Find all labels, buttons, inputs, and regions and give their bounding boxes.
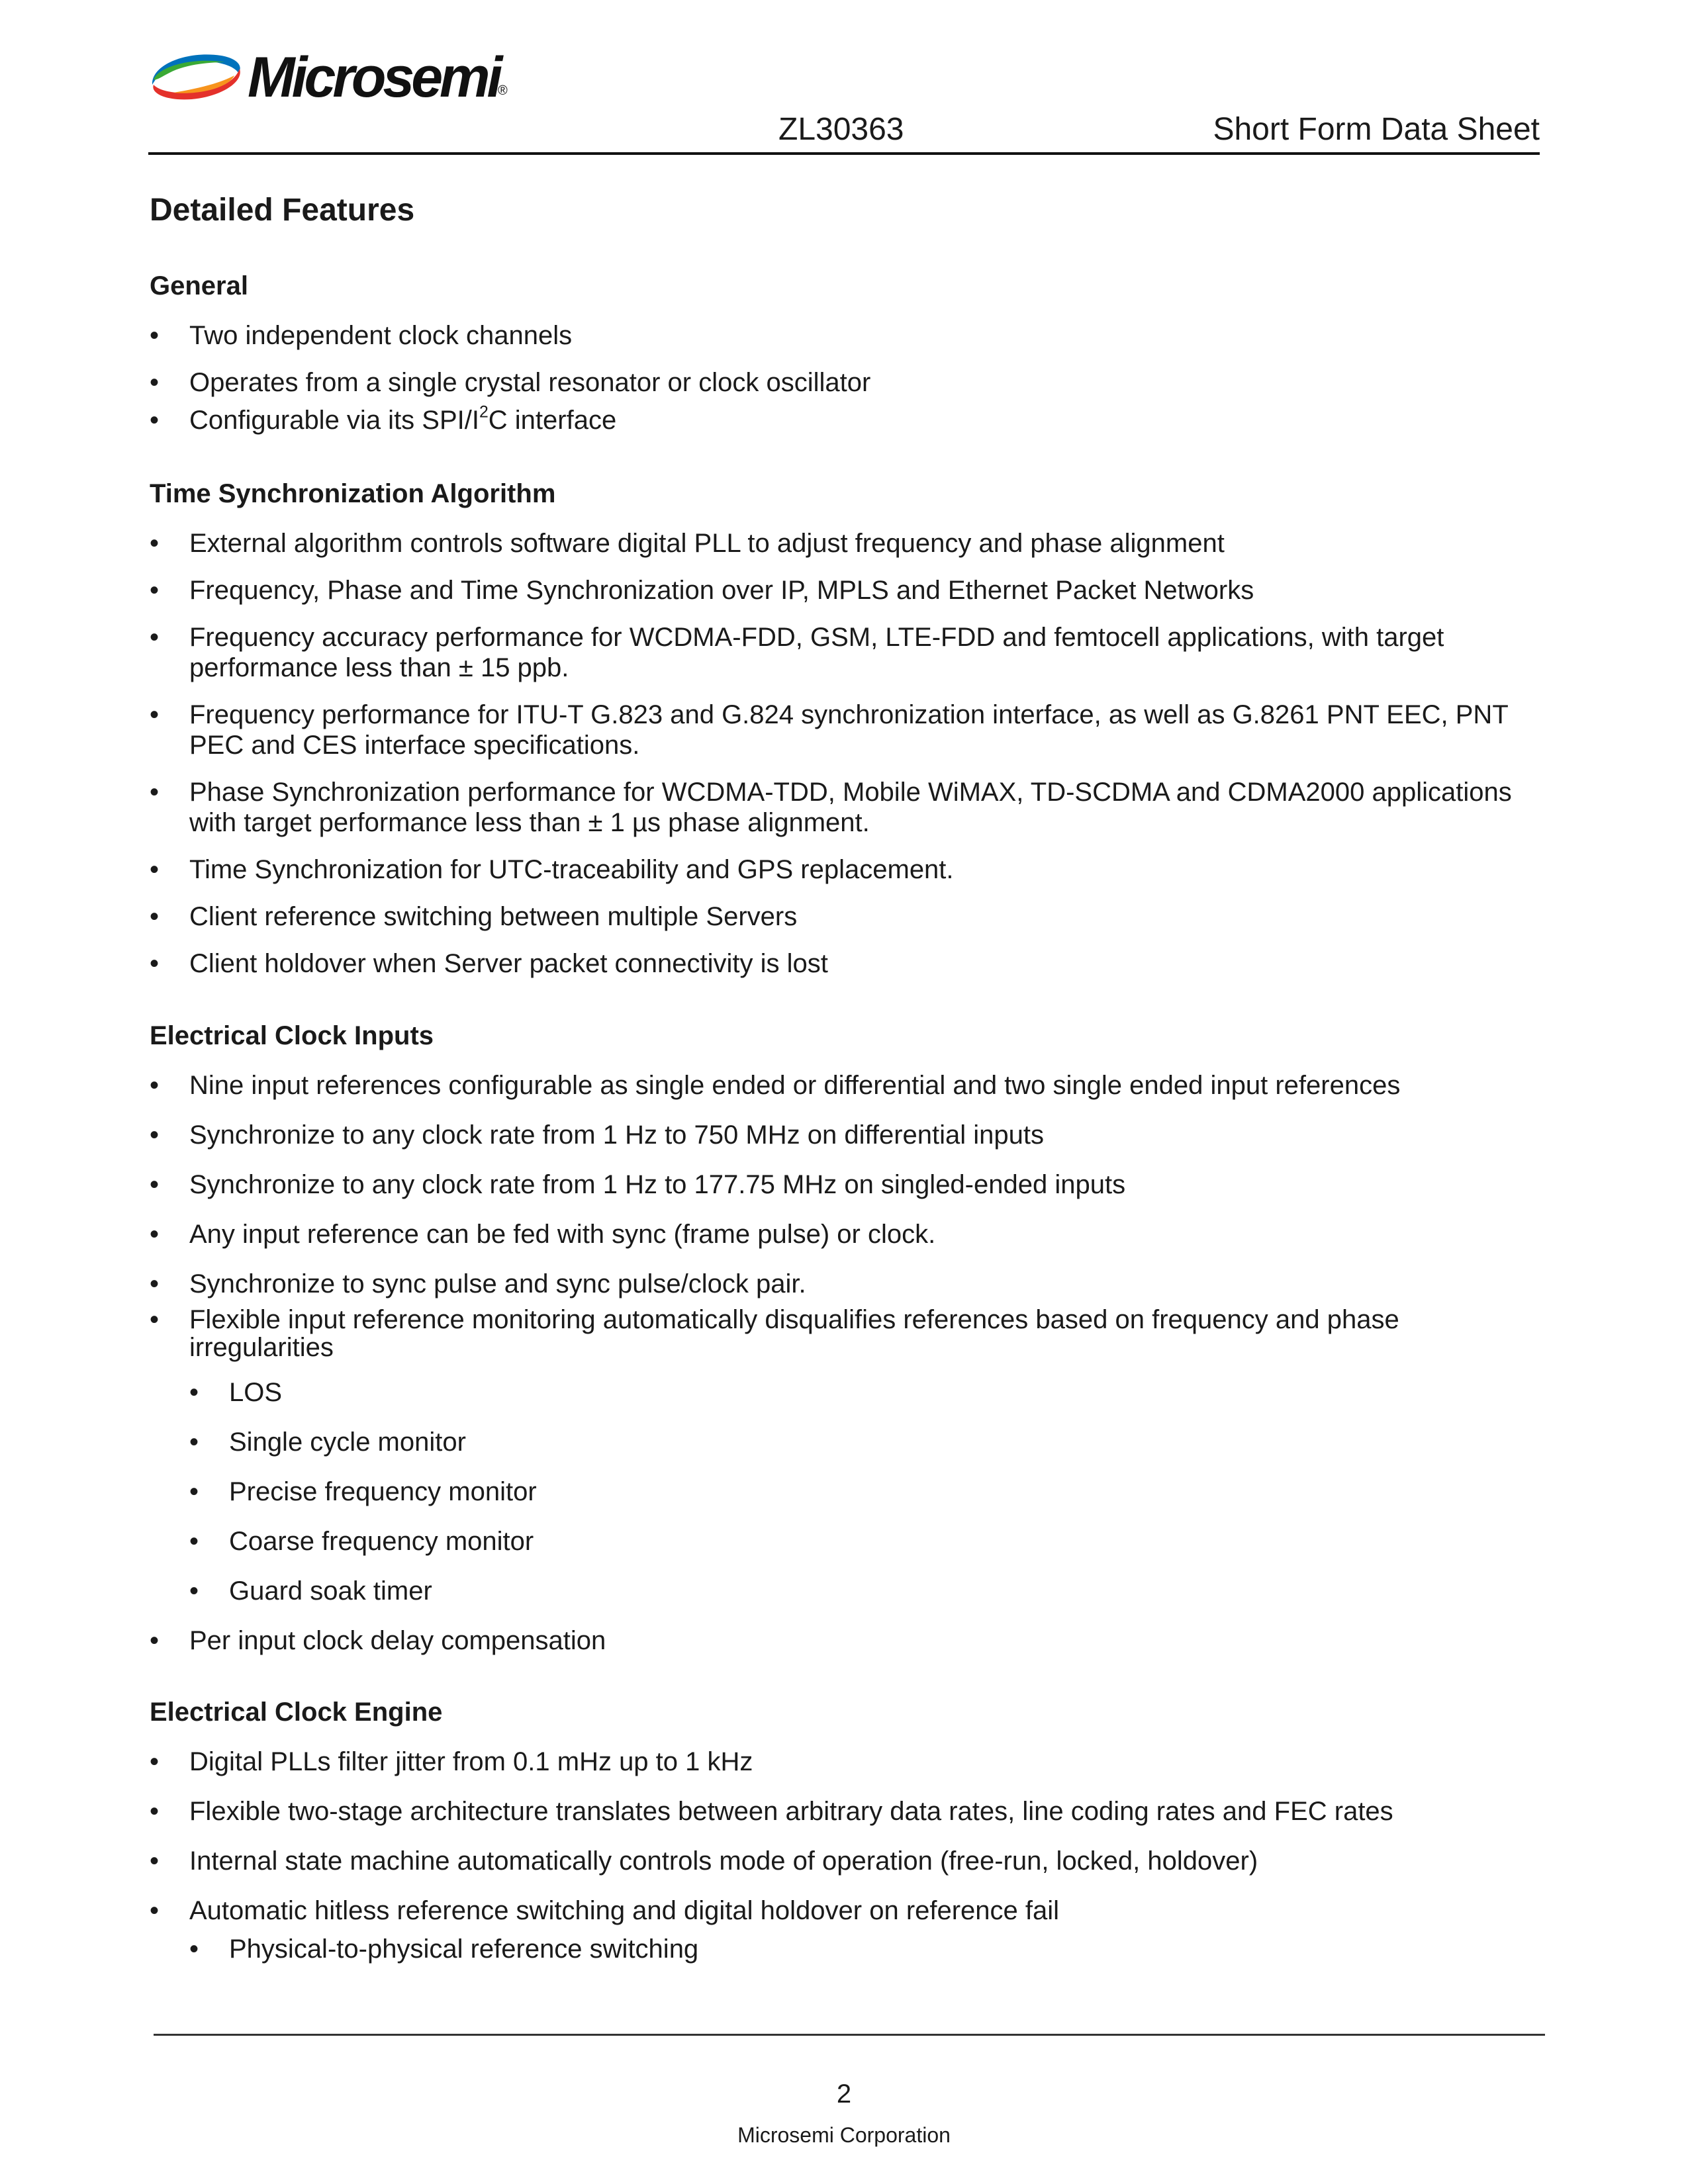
section-heading-general: General	[150, 271, 248, 300]
list-item: • Frequency accuracy performance for WCDMA-FDD, GSM, LTE-FDD and femtocell applications, with target performance less than ± 15 ppb.	[150, 623, 1444, 682]
header-document-type: Short Form Data Sheet	[1213, 112, 1540, 147]
logo-wordmark: Microsemi	[248, 46, 500, 109]
section-heading-clock-inputs: Electrical Clock Inputs	[150, 1021, 434, 1050]
sub-list-item: • Precise frequency monitor	[189, 1477, 537, 1506]
logo-swirl-icon	[147, 46, 246, 106]
section-heading-clock-engine: Electrical Clock Engine	[150, 1698, 443, 1727]
list-item: • Client reference switching between multiple Servers	[150, 902, 798, 931]
list-item: • Nine input references configurable as single ended or differential and two single ended input references	[150, 1071, 1401, 1100]
list-item: • Automatic hitless reference switching and digital holdover on reference fail	[150, 1896, 1060, 1925]
footer-company: Microsemi Corporation	[737, 2123, 951, 2147]
list-item: • Digital PLLs filter jitter from 0.1 mHz up to 1 kHz	[150, 1747, 753, 1776]
list-item: • Operates from a single crystal resonator or clock oscillator	[150, 368, 871, 397]
page-title: Detailed Features	[150, 193, 415, 228]
list-item: • Phase Synchronization performance for WCDMA-TDD, Mobile WiMAX, TD-SCDMA and CDMA2000 applications with target performance less than ± 1 µs phase alignment.	[150, 778, 1512, 837]
sub-list-item: • LOS	[189, 1378, 283, 1407]
microsemi-logo	[147, 46, 518, 109]
footer-rule	[154, 2034, 1545, 2036]
list-item: • Client holdover when Server packet connectivity is lost	[150, 949, 828, 978]
header-part-number: ZL30363	[778, 112, 904, 147]
list-item: • Per input clock delay compensation	[150, 1626, 606, 1655]
list-item: • Time Synchronization for UTC-traceability and GPS replacement.	[150, 855, 954, 884]
section-heading-time-sync: Time Synchronization Algorithm	[150, 479, 556, 508]
list-item: • Frequency performance for ITU-T G.823 and G.824 synchronization interface, as well as G.8261 PNT EEC, PNT PEC and CES interface specifications.	[150, 700, 1509, 760]
sub-list-item: • Coarse frequency monitor	[189, 1527, 534, 1556]
list-item: • Flexible two-stage architecture translates between arbitrary data rates, line coding rates and FEC rates	[150, 1797, 1393, 1826]
logo-registered-mark: ®	[498, 83, 508, 98]
page-number: 2	[836, 2079, 852, 2109]
list-item: • Synchronize to any clock rate from 1 Hz to 177.75 MHz on singled-ended inputs	[150, 1170, 1126, 1199]
list-item: • Flexible input reference monitoring automatically disqualifies references based on frequency and phase irregularities	[150, 1305, 1399, 1362]
sub-list-item: • Physical-to-physical reference switching	[189, 1934, 699, 1964]
list-item: • External algorithm controls software digital PLL to adjust frequency and phase alignment	[150, 529, 1225, 558]
list-item: • Any input reference can be fed with sync (frame pulse) or clock.	[150, 1220, 936, 1249]
list-item: • Two independent clock channels	[150, 321, 573, 350]
list-item: • Configurable via its SPI/$I^2C$ interface	[150, 403, 617, 435]
sub-list-item: • Guard soak timer	[189, 1576, 432, 1606]
list-item: • Internal state machine automatically controls mode of operation (free-run, locked, holdover)	[150, 1846, 1258, 1876]
list-item: • Synchronize to any clock rate from 1 Hz to 750 MHz on differential inputs	[150, 1120, 1044, 1150]
sub-list-item: • Single cycle monitor	[189, 1428, 466, 1457]
header-rule	[148, 152, 1540, 155]
list-item: • Synchronize to sync pulse and sync pulse/clock pair.	[150, 1269, 806, 1298]
list-item: • Frequency, Phase and Time Synchronization over IP, MPLS and Ethernet Packet Networks	[150, 576, 1254, 605]
